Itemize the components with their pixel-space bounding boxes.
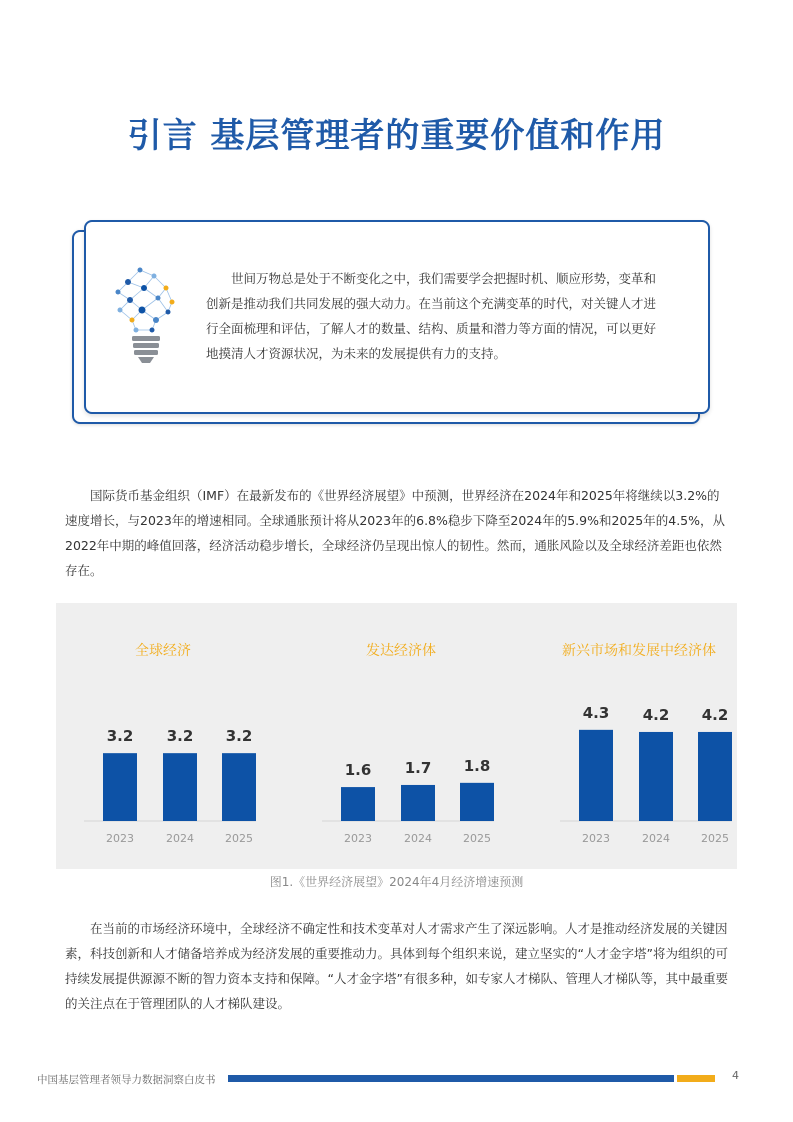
footer-title: 中国基层管理者领导力数据洞察白皮书 [37, 1074, 216, 1086]
data-label: 1.6 [344, 761, 372, 780]
x-tick-label: 2023 [582, 832, 610, 845]
data-label: 4.3 [582, 703, 610, 722]
x-tick-label: 2025 [225, 832, 253, 845]
data-label: 4.2 [642, 705, 670, 724]
footer-bar-blue [228, 1075, 674, 1082]
bar-2023 [341, 787, 375, 821]
data-label: 3.2 [106, 727, 134, 746]
chart-group-3 [560, 642, 732, 845]
page-title: 引言 基层管理者的重要价值和作用 [127, 116, 666, 156]
chart-group-2 [322, 642, 494, 845]
x-tick-label: 2023 [344, 832, 372, 845]
intro-card-text: 世间万物总是处于不断变化之中，我们需要学会把握时机、顺应形势，变革和创新是推动我们共同发展的强大动力。在当前这个充满变革的时代，对关键人才进行全面梳理和评估，了解人才的数量、结构、质量和潜力等方面的情况，可以更好地摸清人才资源状况，为未来的发展提供有力的支持。 [206, 271, 657, 361]
data-label: 3.2 [166, 727, 194, 746]
bar-2024 [639, 732, 673, 821]
data-label: 1.7 [404, 758, 432, 777]
x-tick-label: 2024 [166, 832, 194, 845]
x-tick-label: 2025 [463, 832, 491, 845]
x-tick-label: 2025 [701, 832, 729, 845]
bar-2024 [401, 785, 435, 821]
bar-2024 [163, 753, 197, 821]
body-paragraph-imf: 国际货币基金组织（IMF）在最新发布的《世界经济展望》中预测，世界经济在2024年和2025年将继续以3.2%的速度增长，与2023年的增速相同。全球通胀预计将从2023年的6.8%稳步下降至2024年的5.9%和2025年的4.5%，从2022年中期的峰值回落，经济活动稳步增长，全球经济仍呈现出惊人的韧性。然而，通胀风险以及全球经济差距也依然存在。 [65, 488, 726, 578]
chart-title: 新兴市场和发展中经济体 [562, 643, 716, 659]
bar-2023 [579, 730, 613, 821]
lightbulb-network-icon [110, 262, 182, 364]
chart-group-1 [84, 642, 256, 845]
chart-title: 发达经济体 [366, 643, 436, 659]
x-tick-label: 2023 [106, 832, 134, 845]
chart-title: 全球经济 [135, 643, 191, 659]
growth-forecast-chart [56, 603, 737, 869]
x-tick-label: 2024 [404, 832, 432, 845]
bar-2025 [222, 753, 256, 821]
data-label: 3.2 [225, 727, 253, 746]
bar-2025 [698, 732, 732, 821]
body-paragraph-talent: 在当前的市场经济环境中，全球经济不确定性和技术变革对人才需求产生了深远影响。人才是推动经济发展的关键因素，科技创新和人才储备培养成为经济发展的重要推动力。具体到每个组织来说，建立坚实的“人才金字塔”将为组织的可持续发展提供源源不断的智力资本支持和保障。“人才金字塔”有很多种，如专家人才梯队、管理人才梯队等，其中最重要的关注点在于管理团队的人才梯队建设。 [65, 921, 728, 1011]
data-label: 4.2 [701, 705, 729, 724]
bar-2025 [460, 783, 494, 821]
page-number: 4 [732, 1069, 739, 1082]
chart-caption: 图1.《世界经济展望》2024年4月经济增速预测 [269, 875, 524, 889]
data-label: 1.8 [463, 756, 491, 775]
x-tick-label: 2024 [642, 832, 670, 845]
growth-forecast-chart-svg [56, 603, 737, 869]
bar-2023 [103, 753, 137, 821]
footer-bar-gold [677, 1075, 715, 1082]
